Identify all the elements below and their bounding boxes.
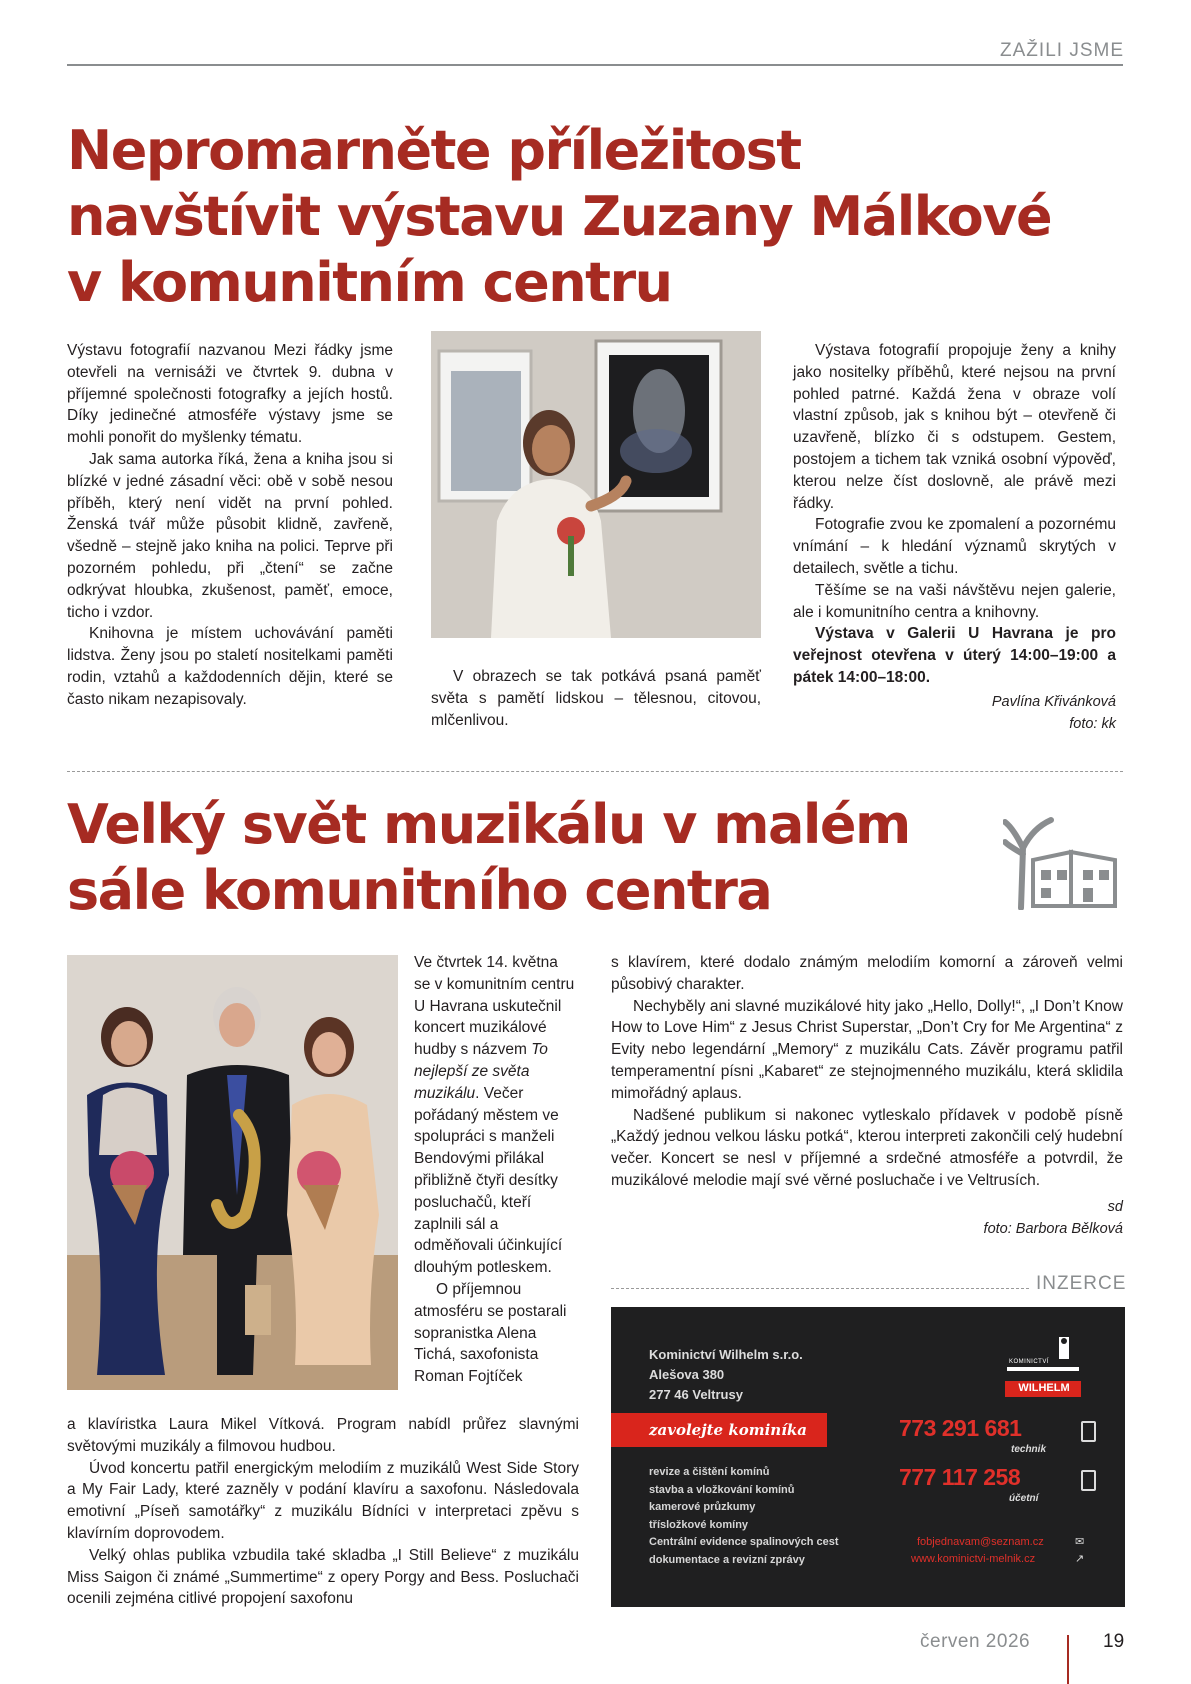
mobile-phone-icon (1081, 1421, 1096, 1442)
text-run: . Večer pořádaný městem ve spolupráci s manželi Bendovými přilákal přibližně čtyři desítky posluchačů, kteří zaplnili sál a odměňovali účinkující dlouhým potleskem. (414, 1084, 563, 1277)
paragraph: Jak sama autorka říká, žena a kniha jsou si blízké v jedné zásadní věci: obě v sobě nesou příběh, který není vidět na první pohled. Ženská tvář může působit klidně, zavřeně, všedně – stejně jako kniha na polici. Teprve při pozorném pohledu, při „čtení“ se začne odkrývat hloubka, zkušenost, paměť, emoce, ticho i vzdor. (67, 450, 393, 621)
article2-title-line: Velký svět muzikálu v malém (67, 793, 910, 856)
ad-services (649, 1464, 839, 1569)
article1-title (67, 118, 1127, 316)
author-name: Pavlína Křivánková (991, 693, 1116, 710)
paragraph (414, 952, 578, 1279)
paragraph: Těšíme se na vaši návštěvu nejen galerie, ale i komunitního centra a knihovny. (793, 581, 1116, 621)
paragraph: Úvod koncertu patřil energickým melodiím z muzikálů West Side Story a My Fair Lady, které zazněly v podání klavíru a saxofonu. Následovala emotivní „Píseň samotářky“ z muzikálu Bídníci v interpretaci zpěvu s klavírním doprovodem. (67, 1459, 579, 1542)
section-divider (67, 771, 1123, 772)
photo-credit: foto: Barbora Bělková (983, 1220, 1123, 1237)
ad-company: Kominictví Wilhelm s.r.o. (649, 1347, 803, 1362)
ad-cta-text: zavolejte kominíka (649, 1421, 808, 1439)
paragraph: Fotografie zvou ke zpomalení a pozornému vnímání – k hledání významů skrytých v detailech, světle a tichu. (793, 516, 1116, 577)
article1-title-line: v komunitním centru (67, 251, 672, 314)
external-link-icon: ↗ (1075, 1553, 1085, 1565)
article2-column-narrow (414, 952, 578, 1388)
ad-email[interactable]: fobjednavam@seznam.cz (917, 1536, 1044, 1548)
phone-technician-label: technik (1011, 1444, 1047, 1455)
wilhelm-logo (1003, 1337, 1081, 1397)
phone-technician[interactable]: 773 291 681 (899, 1415, 1022, 1441)
exhibition-photo (431, 331, 761, 638)
paragraph: Nechyběly ani slavné muzikálové hity jako „Hello, Dolly!“, „I Don’t Know How to Love Him“ z Jesus Christ Superstar, „Don’t Cry for Me Argentina“ z Evity nebo legendární „Memory“ z muzikálu Cats. Závěr programu patřil temperamentní písni „Kabaret“ ze stejnojmenného muzikálu, která sklidila mimořádný aplaus. (611, 997, 1123, 1102)
issue-date: červen 2026 (920, 1631, 1031, 1652)
ad-service: dokumentace a revizní zprávy (649, 1553, 805, 1566)
paragraph: O příjemnou atmosféru se postarali sopranistka Alena Tichá, saxofonista Roman Fojtíček (414, 1280, 567, 1386)
ad-service: stavba a vložkování komínů (649, 1483, 795, 1496)
header-rule (67, 64, 1123, 66)
article2-column-right (611, 952, 1123, 1240)
ad-address (649, 1345, 803, 1405)
paragraph: Nadšené publikum si nakonec vytleskalo přídavek v podobě písně „Každý jednou velkou lásku potká“, kterou interpreti zakončili celý hudební večer. Koncert se nesl v příjemné a srdečné atmosféře a potvrdil, že muzikálové melodie mají své věrné posluchače i ve Veltrusích. (611, 1106, 1123, 1189)
author-name: sd (1107, 1198, 1123, 1215)
phone-accounting[interactable]: 777 117 258 (899, 1464, 1021, 1490)
paragraph: a klavíristka Laura Mikel Vítková. Program nabídl průřez slavnými světovými muzikály a filmovou hudbou. (67, 1416, 579, 1455)
ad-website[interactable]: www.kominictvi-melnik.cz (911, 1553, 1036, 1565)
ad-service: kamerové průzkumy (649, 1501, 756, 1513)
paragraph: s klavírem, které dodalo známým melodiím komorní a zároveň velmi působivý charakter. (611, 954, 1123, 993)
paragraph: Knihovna je místem uchovávání paměti lidstva. Ženy jsou po staletí nositelkami paměti rodin, vztahů a každodenních dějin, které se často nikam nezapisovaly. (67, 625, 393, 708)
ad-street: Alešova 380 (649, 1367, 725, 1382)
ad-service: revize a čištění komínů (649, 1466, 770, 1478)
opening-hours: Výstava v Galerii U Havrana je pro veřejnost otevřena v úterý 14:00–19:00 a pátek 14:00–18:00. (793, 625, 1116, 686)
concert-photo (67, 955, 398, 1390)
ad-cta-banner (611, 1413, 827, 1447)
chimney-sweep-ad (611, 1307, 1125, 1607)
article2-title (67, 792, 967, 924)
ad-label: INZERCE (1036, 1273, 1127, 1294)
article1-column-left (67, 340, 393, 711)
ad-service: třísložkové komíny (649, 1518, 749, 1531)
paragraph: Výstavu fotografií nazvanou Mezi řádky jsme otevřeli na vernisáži ve čtvrtek 9. dubna v příjemné společnosti fotografky a jejích hostů. Díky jedinečné atmosféře výstavy jsme se mohli ponořit do myšlenky tématu. (67, 342, 393, 447)
concert-title: To nejlepší ze světa muzikálu (414, 1041, 548, 1102)
ad-service: Centrální evidence spalinových cest (649, 1536, 839, 1548)
logo-caption: KOMINICTVÍ (1009, 1359, 1050, 1365)
photo-credit: foto: kk (1069, 715, 1116, 732)
community-center-logo-icon (1003, 808, 1123, 910)
text-run: Ve čtvrtek 14. května se v komunitním centru U Havrana uskutečnil koncert muzikálové hudby s názvem (414, 954, 575, 1059)
article1-column-right (793, 340, 1116, 735)
ad-divider (611, 1288, 1029, 1289)
mobile-phone-icon (1081, 1470, 1096, 1491)
section-tag: ZAŽILI JSME (1000, 40, 1124, 61)
logo-name: WILHELM (1018, 1382, 1070, 1394)
article1-title-line: Nepromarněte příležitost (67, 119, 801, 182)
phone-accounting-label: účetní (1009, 1493, 1039, 1504)
photo-caption (431, 666, 761, 731)
footer-divider (1067, 1635, 1069, 1684)
envelope-icon: ✉ (1075, 1536, 1085, 1548)
paragraph: Velký ohlas publika vzbudila také skladba „I Still Believe“ z muzikálu Miss Saigon či známé „Summertime“ z opery Porgy and Bess. Posluchači ocenili zejména citlivé propojení saxofonu (67, 1546, 579, 1608)
caption-text: V obrazech se tak potkává psaná paměť světa s pamětí lidskou – tělesnou, citovou, mlčenlivou. (431, 668, 761, 729)
article2-title-line: sále komunitního centra (67, 859, 772, 922)
article1-title-line: navštívit výstavu Zuzany Málkové (67, 185, 1052, 248)
paragraph: Výstava fotografií propojuje ženy a knihy jako nositelky příběhů, které nejsou na první pohled patrné. Každá žena v obraze volí vlastní způsob, jak s knihou být – otevřeně či uzavřeně, blízko či s odstupem. Gestem, postojem a tichem tak vzniká osobní výpověď, kterou nelze číst doslovně, ale právě mezi řádky. (793, 342, 1116, 512)
article2-column-bottom (67, 1414, 579, 1610)
ad-city: 277 46 Veltrusy (649, 1387, 743, 1402)
page-number: 19 (1103, 1631, 1125, 1652)
